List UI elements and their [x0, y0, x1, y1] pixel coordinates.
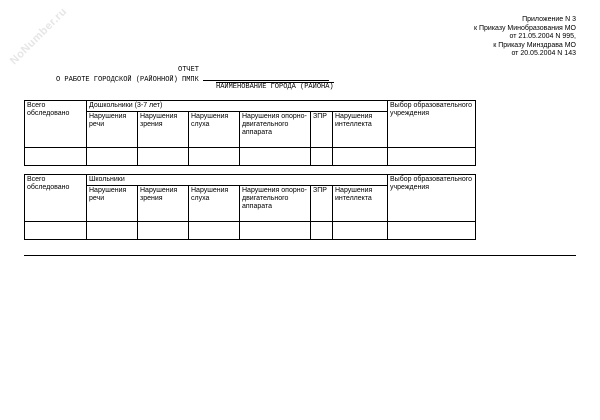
watermark: NoNumber.ru — [7, 5, 70, 68]
column-zpr: ЗПР — [311, 186, 333, 222]
appendix-line-2: к Приказу Минобразования МО — [473, 24, 576, 32]
total-examined-header: Всего обследовано — [25, 101, 87, 148]
column-vision-disorders: Нарушения зрения — [138, 186, 189, 222]
column-hearing-disorders: Нарушения слуха — [189, 112, 240, 148]
input-cell[interactable] — [311, 222, 333, 240]
column-speech-disorders: Нарушения речи — [87, 112, 138, 148]
preschool-table — [24, 100, 476, 166]
input-cell[interactable] — [189, 148, 240, 166]
input-cell[interactable] — [388, 148, 476, 166]
input-cell[interactable] — [138, 148, 189, 166]
input-cell[interactable] — [138, 222, 189, 240]
report-title: ОТЧЕТ — [178, 66, 200, 74]
table-row — [25, 148, 476, 166]
column-zpr: ЗПР — [311, 112, 333, 148]
column-musculoskeletal-disorders: Нарушения опорно-двигательного аппарата — [240, 186, 311, 222]
input-cell[interactable] — [240, 148, 311, 166]
input-cell[interactable] — [240, 222, 311, 240]
column-musculoskeletal-disorders: Нарушения опорно-двигательного аппарата — [240, 112, 311, 148]
column-intellect-disorders: Нарушения интеллекта — [333, 112, 388, 148]
appendix-line-5: от 20.05.2004 N 143 — [511, 50, 576, 58]
input-cell[interactable] — [388, 222, 476, 240]
column-hearing-disorders: Нарушения слуха — [189, 186, 240, 222]
city-name-caption: НАИМЕНОВАНИЕ ГОРОДА (РАЙОНА) — [216, 83, 334, 91]
input-cell[interactable] — [87, 222, 138, 240]
appendix-line-1: Приложение N 3 — [522, 16, 576, 23]
total-examined-header: Всего обследовано — [25, 175, 87, 222]
input-cell[interactable] — [333, 222, 388, 240]
appendix-line-3: от 21.05.2004 N 995, — [509, 33, 576, 41]
input-cell[interactable] — [189, 222, 240, 240]
school-choice-header: Выбор образовательного учреждения — [388, 175, 476, 222]
column-vision-disorders: Нарушения зрения — [138, 112, 189, 148]
appendix-header — [474, 16, 576, 59]
city-name-blank — [203, 74, 329, 81]
input-cell[interactable] — [311, 148, 333, 166]
school-choice-header: Выбор образовательного учреждения — [388, 101, 476, 148]
schoolchildren-table — [24, 174, 476, 240]
divider — [24, 255, 576, 256]
report-subtitle: О РАБОТЕ ГОРОДСКОЙ (РАЙОННОЙ) ПМПК — [56, 76, 199, 84]
group-header: Школьники — [87, 175, 388, 186]
input-cell[interactable] — [333, 148, 388, 166]
group-header: Дошкольники (3-7 лет) — [87, 101, 388, 112]
input-cell[interactable] — [87, 148, 138, 166]
appendix-line-4: к Приказу Минздрава МО — [493, 41, 576, 49]
table-row — [25, 222, 476, 240]
column-intellect-disorders: Нарушения интеллекта — [333, 186, 388, 222]
input-cell[interactable] — [25, 148, 87, 166]
column-speech-disorders: Нарушения речи — [87, 186, 138, 222]
input-cell[interactable] — [25, 222, 87, 240]
